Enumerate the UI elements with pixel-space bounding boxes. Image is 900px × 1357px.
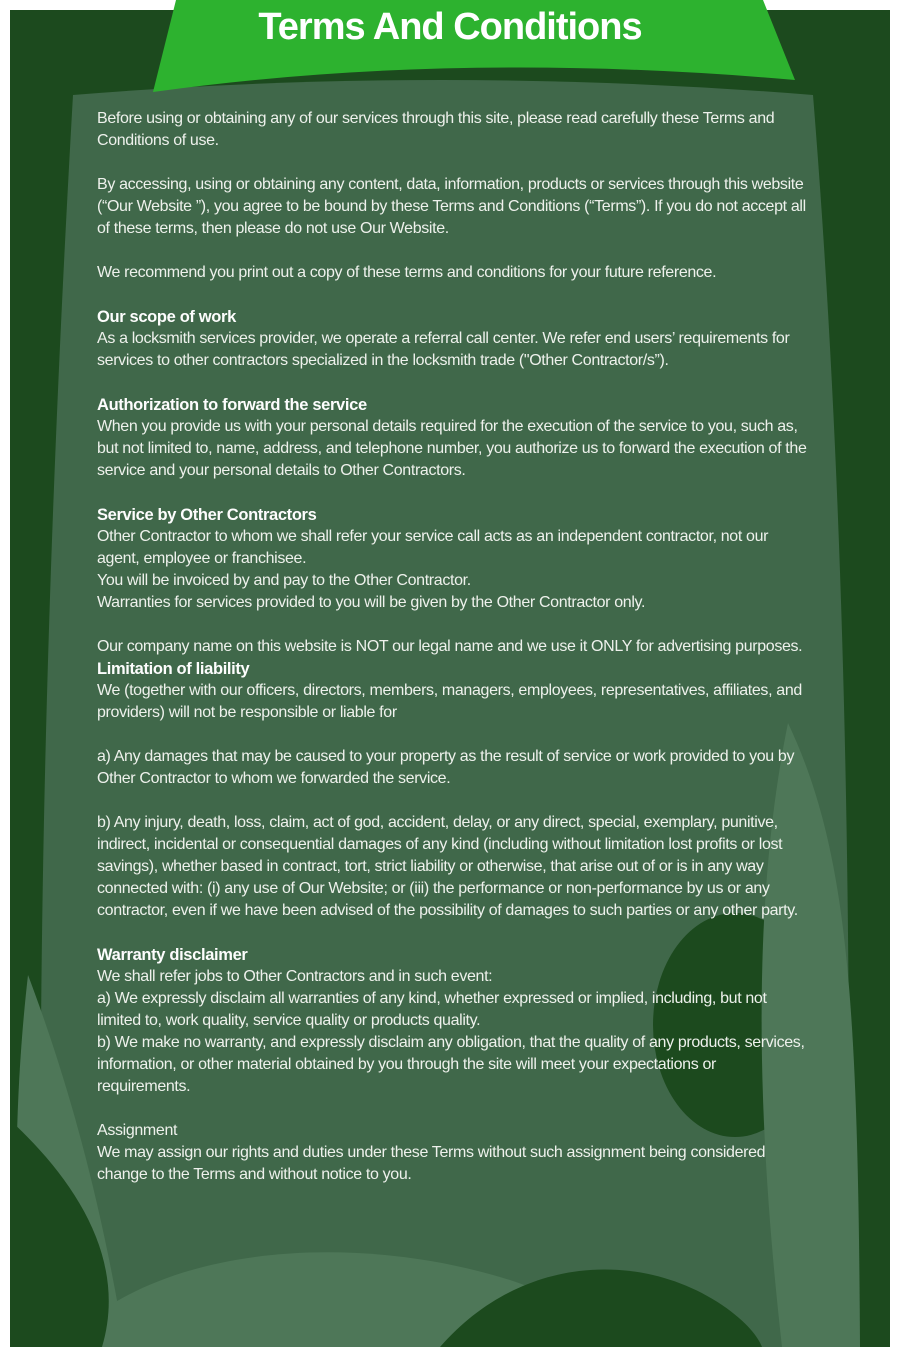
paragraph: When you provide us with your personal details required for the execution of the service to you, such as, but not limited to, name, address, and telephone number, you authorize us to forward the execution of the service and your personal details to Other Contractors.: [97, 418, 807, 479]
paragraph: Warranties for services provided to you will be given by the Other Contractor only.: [97, 594, 646, 611]
paragraph: a) Any damages that may be caused to your property as the result of service or work provided to you by Other Contractor to whom we forwarded the service.: [97, 748, 795, 787]
section-heading: Warranty disclaimer: [97, 946, 248, 964]
terms-content: [97, 86, 813, 1186]
paragraph: a) We expressly disclaim all warranties of any kind, whether expressed or implied, including, but not limited to, work quality, service quality or products quality.: [97, 990, 767, 1029]
paragraph: Other Contractor to whom we shall refer your service call acts as an independent contractor, not our agent, employee or franchisee.: [97, 528, 769, 567]
paragraph: b) We make no warranty, and expressly disclaim any obligation, that the quality of any products, services, information, or other material obtained by you through the site will meet your expectations or requirements.: [97, 1034, 805, 1095]
paragraph: Before using or obtaining any of our services through this site, please read carefully these Terms and Conditions of use.: [97, 110, 775, 149]
section-heading: Authorization to forward the service: [97, 396, 367, 414]
paragraph: We may assign our rights and duties under these Terms without such assignment being considered change to the Terms and without notice to you.: [97, 1144, 766, 1183]
paragraph: Assignment: [97, 1122, 178, 1139]
section-heading: Limitation of liability: [97, 660, 250, 678]
page-title: Terms And Conditions: [258, 6, 642, 48]
paragraph: b) Any injury, death, loss, claim, act of god, accident, delay, or any direct, special, exemplary, punitive, indirect, incidental or consequential damages of any kind (including without limitation lost profits or lost savings), whether based in contract, tort, strict liability or otherwise, that arise out of or is in any way connected with: (i) any use of Our Website; or (iii) the performance or non-performance by us or any contractor, even if we have been advised of the possibility of damages to such parties or any other party.: [97, 814, 798, 919]
paragraph: Our company name on this website is NOT our legal name and we use it ONLY for advertising purposes.: [97, 638, 803, 655]
paragraph: We shall refer jobs to Other Contractors and in such event:: [97, 968, 493, 985]
paragraph: By accessing, using or obtaining any content, data, information, products or services through this website (“Our Website ”), you agree to be bound by these Terms and Conditions (“Terms”). If you do not accept all of these terms, then please do not use Our Website.: [97, 176, 806, 237]
paragraph: As a locksmith services provider, we operate a referral call center. We refer end users’ requirements for services to other contractors specialized in the locksmith trade ("Other Contractor/s”).: [97, 330, 790, 369]
paragraph: You will be invoiced by and pay to the Other Contractor.: [97, 572, 471, 589]
paragraph: We (together with our officers, directors, members, managers, employees, representatives, affiliates, and providers) will not be responsible or liable for: [97, 682, 802, 721]
section-heading: Our scope of work: [97, 308, 236, 326]
paragraph: We recommend you print out a copy of these terms and conditions for your future reference.: [97, 264, 717, 281]
section-heading: Service by Other Contractors: [97, 506, 317, 524]
